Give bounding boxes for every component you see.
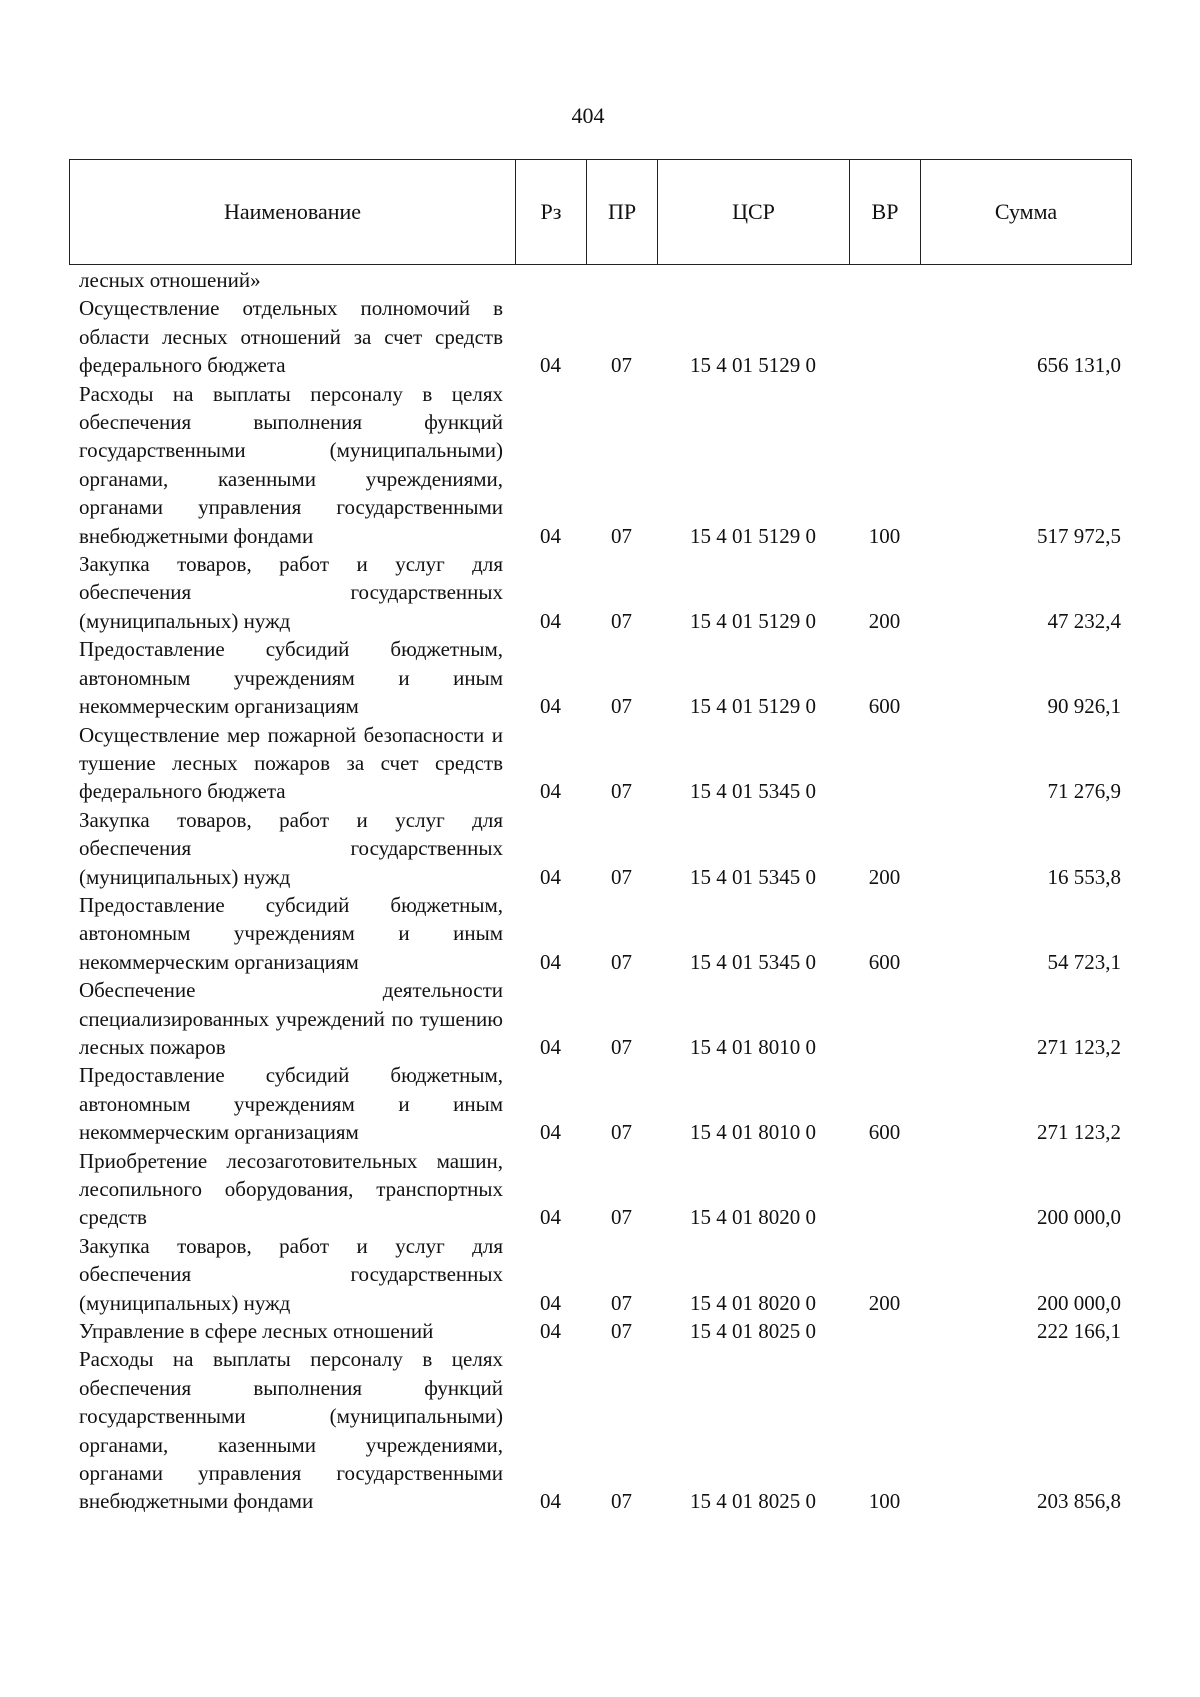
cell-pr: 07 <box>611 864 632 889</box>
cell-rz: 04 <box>540 523 561 548</box>
table-row <box>69 891 1131 976</box>
cell-name: Осуществление мер пожарной безопасности и тушение лесных пожаров за счет средств федерального бюджета <box>79 722 503 804</box>
cell-rz: 04 <box>540 608 561 633</box>
cell-vr: 200 <box>868 608 901 633</box>
cell-pr: 07 <box>611 1205 632 1230</box>
cell-pr: 07 <box>611 523 632 548</box>
cell-csr: 15 4 01 5129 0 <box>690 353 816 378</box>
cell-name: Обеспечение деятельности специализированных учреждений по тушению лесных пожаров <box>79 978 503 1059</box>
cell-sum: 517 972,5 <box>1037 523 1121 548</box>
cell-sum: 203 856,8 <box>1037 1489 1121 1514</box>
cell-pr: 07 <box>611 1319 632 1344</box>
cell-csr: 15 4 01 5345 0 <box>690 779 816 804</box>
cell-rz: 04 <box>540 1290 561 1315</box>
cell-vr <box>849 294 920 379</box>
table-row <box>69 1345 1131 1515</box>
table-row <box>69 1232 1131 1317</box>
cell-csr: 15 4 01 8010 0 <box>690 1120 816 1145</box>
cell-vr <box>849 1147 920 1232</box>
page-number: 404 <box>571 103 605 128</box>
cell-csr: 15 4 01 5345 0 <box>690 864 816 889</box>
cell-csr: 15 4 01 5129 0 <box>690 694 816 719</box>
cell-name: лесных отношений» <box>79 268 261 292</box>
cell-name: Предоставление субсидий бюджетным, автономным учреждениям и иным некоммерческим организациям <box>79 637 503 719</box>
table-row <box>69 294 1131 379</box>
column-header-vr: ВР <box>850 160 921 265</box>
cell-pr: 07 <box>611 1120 632 1145</box>
cell-pr: 07 <box>611 694 632 719</box>
cell-vr <box>849 721 920 806</box>
cell-vr <box>849 1317 920 1345</box>
cell-vr: 100 <box>868 1489 901 1514</box>
cell-rz: 04 <box>540 864 561 889</box>
cell-csr: 15 4 01 8025 0 <box>690 1489 816 1514</box>
cell-vr: 600 <box>868 694 901 719</box>
cell-sum <box>920 266 1131 294</box>
cell-pr: 07 <box>611 949 632 974</box>
cell-vr <box>849 976 920 1061</box>
cell-rz: 04 <box>540 1120 561 1145</box>
cell-rz: 04 <box>540 779 561 804</box>
cell-sum: 222 166,1 <box>1037 1319 1121 1344</box>
cell-rz <box>515 266 586 294</box>
table-row <box>69 635 1131 720</box>
cell-name: Управление в сфере лесных отношений <box>79 1319 434 1344</box>
cell-name: Расходы на выплаты персоналу в целях обеспечения выполнения функций государственными (муниципальными) органами, казенными учреждениями, органами управления государственными внебюджетными фондами <box>79 381 503 548</box>
cell-sum: 271 123,2 <box>1037 1034 1121 1059</box>
cell-vr: 600 <box>868 949 901 974</box>
cell-rz: 04 <box>540 1489 561 1514</box>
table-row <box>69 806 1131 891</box>
column-header-rz: Рз <box>516 160 587 265</box>
cell-vr: 100 <box>868 523 901 548</box>
table-row <box>69 976 1131 1061</box>
column-header-name: Наименование <box>70 160 516 265</box>
cell-name: Предоставление субсидий бюджетным, автономным учреждениям и иным некоммерческим организациям <box>79 892 503 974</box>
cell-csr: 15 4 01 8010 0 <box>690 1034 816 1059</box>
cell-name: Осуществление отдельных полномочий в области лесных отношений за счет средств федерального бюджета <box>79 296 503 378</box>
cell-name: Закупка товаров, работ и услуг для обеспечения государственных (муниципальных) нужд <box>79 807 503 889</box>
cell-rz: 04 <box>540 694 561 719</box>
cell-vr: 200 <box>868 864 901 889</box>
cell-sum: 271 123,2 <box>1037 1120 1121 1145</box>
column-header-pr: ПР <box>587 160 658 265</box>
cell-rz: 04 <box>540 1034 561 1059</box>
cell-sum: 90 926,1 <box>1047 694 1121 719</box>
budget-table-body <box>69 266 1131 1516</box>
cell-name: Закупка товаров, работ и услуг для обеспечения государственных (муниципальных) нужд <box>79 1233 503 1315</box>
cell-pr: 07 <box>611 1489 632 1514</box>
cell-pr: 07 <box>611 779 632 804</box>
cell-name: Расходы на выплаты персоналу в целях обеспечения выполнения функций государственными (муниципальными) органами, казенными учреждениями, органами управления государственными внебюджетными фондами <box>79 1347 503 1514</box>
cell-rz: 04 <box>540 1205 561 1230</box>
cell-rz: 04 <box>540 353 561 378</box>
cell-name: Приобретение лесозаготовительных машин, лесопильного оборудования, транспортных средств <box>79 1148 503 1230</box>
cell-vr <box>849 266 920 294</box>
table-header <box>69 159 1132 265</box>
cell-sum: 200 000,0 <box>1037 1290 1121 1315</box>
table-row <box>69 1317 1131 1345</box>
cell-csr: 15 4 01 5129 0 <box>690 523 816 548</box>
column-header-sum: Сумма <box>921 160 1132 265</box>
cell-name: Закупка товаров, работ и услуг для обеспечения государственных (муниципальных) нужд <box>79 552 503 633</box>
table-row <box>69 721 1131 806</box>
cell-csr: 15 4 01 8020 0 <box>690 1290 816 1315</box>
cell-sum: 54 723,1 <box>1047 949 1121 974</box>
budget-table <box>69 266 1131 1516</box>
table-row <box>69 266 1131 294</box>
cell-csr: 15 4 01 8025 0 <box>690 1319 816 1344</box>
cell-vr: 200 <box>868 1290 901 1315</box>
cell-csr: 15 4 01 5129 0 <box>690 608 816 633</box>
cell-pr <box>586 266 657 294</box>
cell-csr: 15 4 01 5345 0 <box>690 949 816 974</box>
cell-pr: 07 <box>611 353 632 378</box>
cell-pr: 07 <box>611 608 632 633</box>
table-row <box>69 1147 1131 1232</box>
cell-sum: 47 232,4 <box>1047 608 1121 633</box>
cell-name: Предоставление субсидий бюджетным, автономным учреждениям и иным некоммерческим организациям <box>79 1063 503 1145</box>
cell-sum: 656 131,0 <box>1037 353 1121 378</box>
table-row <box>69 550 1131 635</box>
cell-csr <box>657 266 849 294</box>
table-row <box>69 1061 1131 1146</box>
cell-sum: 200 000,0 <box>1037 1205 1121 1230</box>
cell-rz: 04 <box>540 1319 561 1344</box>
cell-pr: 07 <box>611 1290 632 1315</box>
cell-sum: 71 276,9 <box>1047 779 1121 804</box>
table-row <box>69 380 1131 550</box>
cell-sum: 16 553,8 <box>1047 864 1121 889</box>
column-header-csr: ЦСР <box>658 160 850 265</box>
cell-csr: 15 4 01 8020 0 <box>690 1205 816 1230</box>
cell-rz: 04 <box>540 949 561 974</box>
cell-vr: 600 <box>868 1120 901 1145</box>
cell-pr: 07 <box>611 1034 632 1059</box>
